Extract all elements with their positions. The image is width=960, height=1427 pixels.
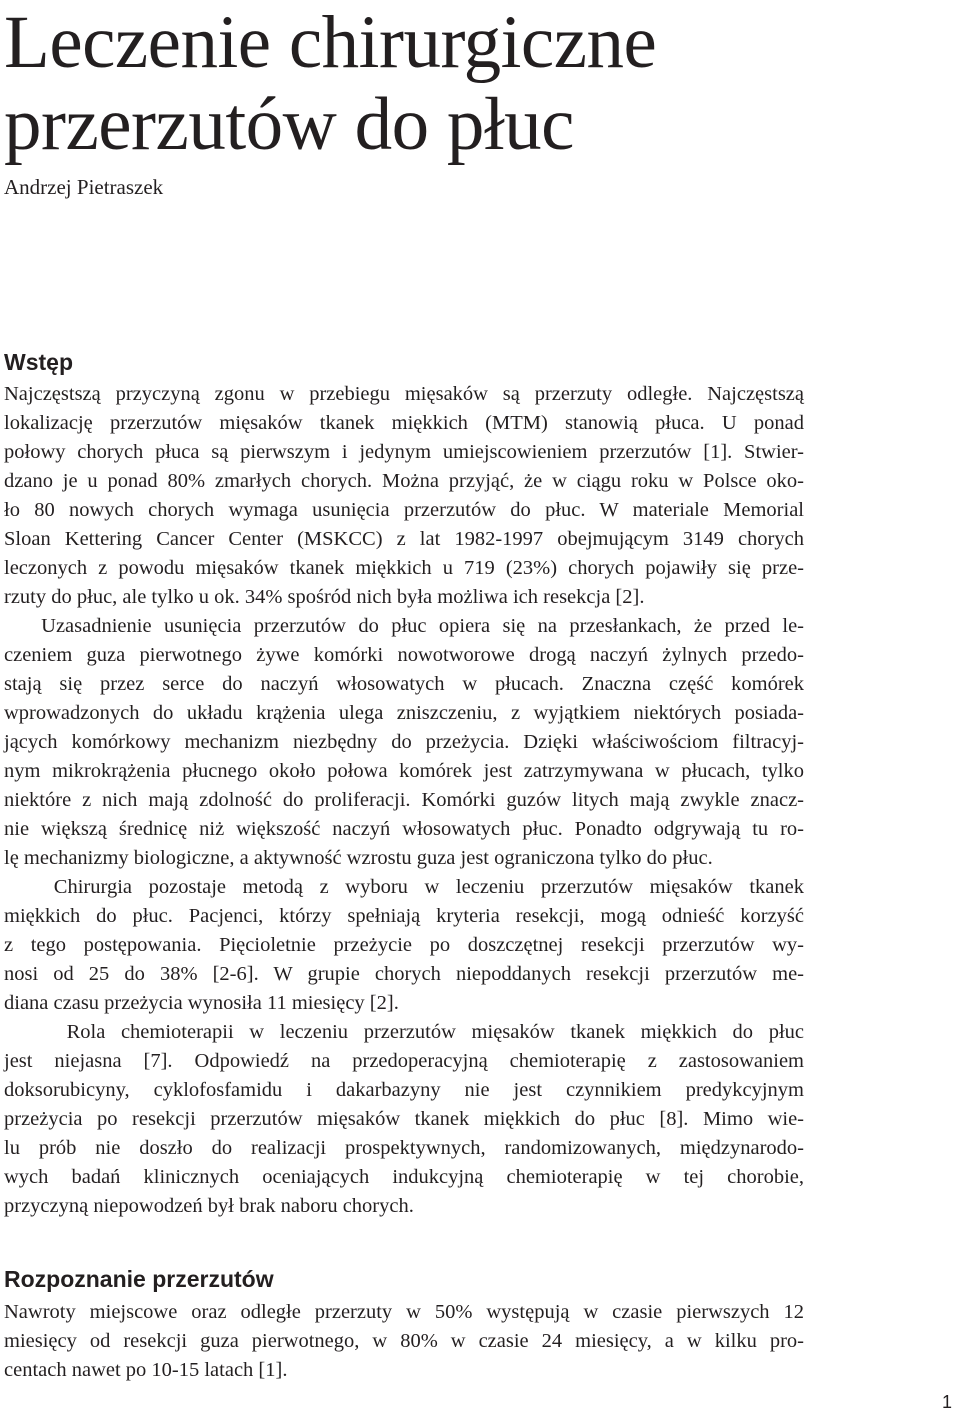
title-line-1: Leczenie chirurgiczne xyxy=(4,1,657,84)
body-line: lu prób nie doszło do realizacji prospektywnych, randomizowanych, międzynarodo- xyxy=(4,1137,804,1159)
diagnosis-body xyxy=(4,1298,804,1385)
body-line: dzano je u ponad 80% zmarłych chorych. Można przyjąć, że w ciągu roku w Polsce oko- xyxy=(4,470,804,492)
body-line: Rola chemioterapii w leczeniu przerzutów mięsaków tkanek miękkich do płuc xyxy=(4,1021,804,1043)
page-title xyxy=(4,2,656,166)
body-line: diana czasu przeżycia wynosiła 11 miesięcy [2]. xyxy=(4,992,399,1014)
body-line: niektóre z nich mają zdolność do proliferacji. Komórki guzów litych mają zwykle znacz- xyxy=(4,789,804,811)
body-line: przeżycia po resekcji przerzutów mięsaków tkanek miękkich do płuc [8]. Mimo wie- xyxy=(4,1108,804,1130)
body-line: miesięcy od resekcji guza pierwotnego, w 80% w czasie 24 miesięcy, a w kilku pro- xyxy=(4,1330,804,1352)
introduction-body xyxy=(4,380,804,1221)
body-line: Najczęstszą przyczyną zgonu w przebiegu mięsaków są przerzuty odległe. Najczęstszą xyxy=(4,383,804,405)
body-line: wych badań klinicznych oceniających indukcyjną chemioterapię w tej chorobie, xyxy=(4,1166,804,1188)
body-line: Uzasadnienie usunięcia przerzutów do płuc opiera się na przesłankach, że przed le- xyxy=(4,615,804,637)
body-line: nosi od 25 do 38% [2-6]. W grupie chorych niepoddanych resekcji przerzutów me- xyxy=(4,963,804,985)
body-line: Nawroty miejscowe oraz odległe przerzuty w 50% występują w czasie pierwszych 12 xyxy=(4,1301,804,1323)
body-line: rzuty do płuc, ale tylko u ok. 34% spośród nich była możliwa ich resekcja [2]. xyxy=(4,586,645,608)
body-line: lę mechanizmy biologiczne, a aktywność wzrostu guza jest ograniczona tylko do płuc. xyxy=(4,847,713,869)
body-line: miękkich do płuc. Pacjenci, którzy spełniają kryteria resekcji, mogą odnieść korzyść xyxy=(4,905,804,927)
body-line: Sloan Kettering Cancer Center (MSKCC) z lat 1982-1997 obejmującym 3149 chorych xyxy=(4,528,804,550)
body-line: ło 80 nowych chorych wymaga usunięcia przerzutów do płuc. W materiale Memorial xyxy=(4,499,804,521)
body-line: jest niejasna [7]. Odpowiedź na przedoperacyjną chemioterapię z zastosowaniem xyxy=(4,1050,804,1072)
body-line: leczonych z powodu mięsaków tkanek miękkich u 719 (23%) chorych pojawiły się prze- xyxy=(4,557,804,579)
title-line-2: przerzutów do płuc xyxy=(4,83,574,166)
body-line: czeniem guza pierwotnego żywe komórki nowotworowe drogą naczyń żylnych przedo- xyxy=(4,644,804,666)
page-number: 1 xyxy=(941,1392,952,1412)
body-line: z tego postępowania. Pięcioletnie przeżycie po doszczętnej resekcji przerzutów wy- xyxy=(4,934,804,956)
body-line: centach nawet po 10-15 latach [1]. xyxy=(4,1359,288,1381)
body-line: nie większą średnicę niż większość naczyń włosowatych płuc. Ponadto odgrywają tu ro- xyxy=(4,818,804,840)
body-line: nym mikrokrążenia płucnego około połowa komórek jest zatrzymywana w płucach, tylko xyxy=(4,760,804,782)
body-line: przyczyną niepowodzeń był brak naboru chorych. xyxy=(4,1195,414,1217)
body-line: Chirurgia pozostaje metodą z wyboru w leczeniu przerzutów mięsaków tkanek xyxy=(4,876,804,898)
body-line: połowy chorych płuca są pierwszym i jedynym umiejscowieniem przerzutów [1]. Stwier- xyxy=(4,441,804,463)
author-name: Andrzej Pietraszek xyxy=(4,175,164,199)
body-line: lokalizację przerzutów mięsaków tkanek miękkich (MTM) stanowią płuca. U ponad xyxy=(4,412,804,434)
body-line: jących komórkowy mechanizm niezbędny do przeżycia. Dzięki właściwościom filtracyj- xyxy=(4,731,804,753)
body-line: wprowadzonych do układu krążenia ulega zniszczeniu, z wyjątkiem niektórych posiada- xyxy=(4,702,804,724)
body-line: doksorubicyny, cyklofosfamidu i dakarbazyny nie jest czynnikiem predykcyjnym xyxy=(4,1079,804,1101)
body-line: stają się przez serce do naczyń włosowatych w płucach. Znaczna część komórek xyxy=(4,673,804,695)
section-heading-introduction: Wstęp xyxy=(4,349,73,375)
section-heading-diagnosis: Rozpoznanie przerzutów xyxy=(4,1266,274,1292)
